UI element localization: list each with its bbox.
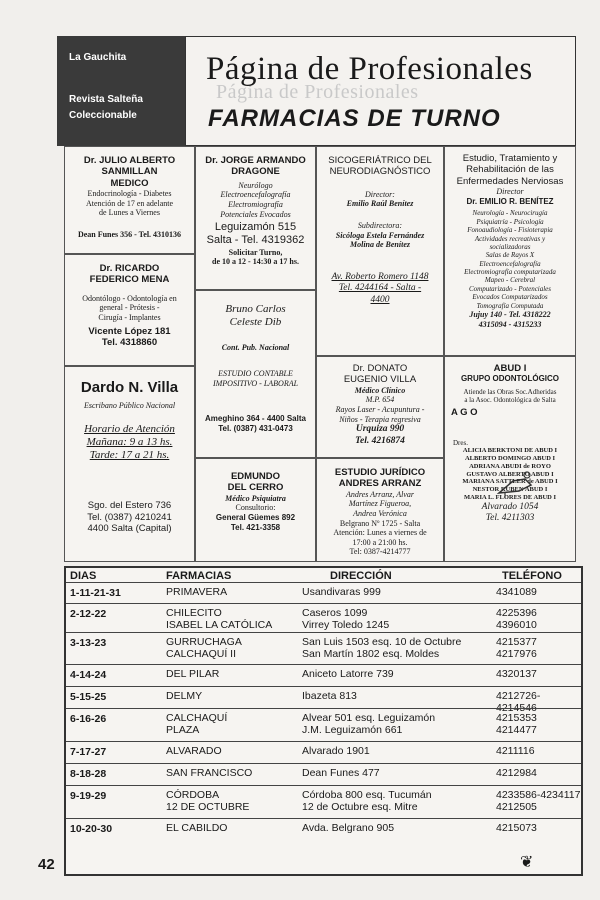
card-line: ALBERTO DOMINGO ABUD I <box>464 454 556 462</box>
card-phone: 4315094 - 4315233 <box>478 319 542 329</box>
card-line: de Lunes a Viernes <box>99 208 160 218</box>
card-label: Subdirectora: <box>357 220 403 230</box>
table-header-dias: DIAS <box>70 570 97 582</box>
card-name: DEL CERRO <box>227 482 284 494</box>
table-row <box>66 664 581 687</box>
card-hours: de 10 a 12 - 14:30 a 17 hs. <box>212 257 299 267</box>
card-name: NEURODIAGNÓSTICO <box>329 166 431 178</box>
card-address: Dean Funes 356 - Tel. 4310136 <box>77 229 182 239</box>
cell-direccion: Caseros 1099 <box>302 607 368 619</box>
card-name: Celeste Dib <box>229 316 282 329</box>
cell-direccion: Alvear 501 esq. Leguizamón <box>302 712 436 724</box>
table-row <box>66 785 581 819</box>
cell-direccion: Dean Funes 477 <box>302 767 380 779</box>
card-line: Psiquiatría - Psicología <box>476 217 544 226</box>
card-line: Atención de 17 en adelante <box>85 198 174 208</box>
cell-dias: 8-18-28 <box>70 768 107 780</box>
cell-direccion: Aniceto Latorre 739 <box>302 668 394 680</box>
cell-dias: 7-17-27 <box>70 746 107 758</box>
table-row <box>66 632 581 665</box>
cell-farmacia: GURRUCHAGA <box>166 636 242 648</box>
card-name: ABUD I <box>493 363 527 374</box>
table-row <box>66 763 581 786</box>
magazine-name: La Gauchita <box>69 52 127 63</box>
card-name: Rehabilitación de las <box>466 164 554 176</box>
cell-telefono: 4225396 <box>496 607 537 619</box>
card-phone: Tel. 4318860 <box>101 336 158 348</box>
card-name: Dr. RICARDO <box>99 263 160 274</box>
cell-direccion: Usandivaras 999 <box>302 586 381 598</box>
card-line: Atiende las Obras Soc.Adheridas <box>463 387 557 396</box>
card-dragone <box>195 146 316 290</box>
card-line: IMPOSITIVO - LABORAL <box>212 378 299 388</box>
cell-farmacia: CALCHAQUÍ II <box>166 648 237 660</box>
title-shadow: Página de Profesionales <box>216 81 419 103</box>
card-line: Tomografía Computada <box>476 301 544 310</box>
table-row <box>66 741 581 764</box>
card-hours: Tarde: 17 a 21 hs. <box>89 448 170 461</box>
card-line: ALICIA BERKTONI DE ABUD I <box>462 447 558 455</box>
cell-telefono: 4212726-4214546 <box>496 690 541 714</box>
cell-dias: 9-19-29 <box>70 790 107 802</box>
card-phone: Tel. 4211303 <box>485 513 535 524</box>
cell-direccion: Ibazeta 813 <box>302 690 357 702</box>
table-row <box>66 582 581 604</box>
card-name: FEDERICO MENA <box>89 274 170 286</box>
cell-farmacia: EL CABILDO <box>166 822 228 834</box>
card-line: Potenciales Evocados <box>220 209 291 219</box>
table-header-telefono: TELÉFONO <box>502 570 562 582</box>
title-banner <box>185 36 576 146</box>
card-donato-villa <box>316 356 444 458</box>
cell-direccion: San Luis 1503 esq. 10 de Octubre <box>302 636 462 648</box>
card-name: ESTUDIO JURÍDICO <box>334 467 426 478</box>
cell-farmacia: DEL PILAR <box>166 668 220 680</box>
cell-telefono: 4212984 <box>496 767 537 779</box>
card-title: Cont. Pub. Nacional <box>221 343 290 353</box>
card-line: a la Asoc. Odontológica de Salta <box>464 396 556 405</box>
cell-direccion: Córdoba 800 esq. Tucumán <box>302 789 432 801</box>
table-row <box>66 708 581 742</box>
card-name: GRUPO ODONTOLÓGICO <box>460 374 560 384</box>
card-mena <box>64 254 195 366</box>
card-line: Neurología - Neurocirugía <box>472 209 548 218</box>
cell-telefono: 4217976 <box>496 648 537 660</box>
cell-direccion: Virrey Toledo 1245 <box>302 619 390 631</box>
page-number: 42 <box>38 856 55 873</box>
card-line: Rayos Laser - Acupuntura - <box>335 404 425 414</box>
card-hours: Solicitar Turno, <box>228 247 283 257</box>
cell-telefono: 4215353 <box>496 712 537 724</box>
card-title: Médico Psiquiatra <box>225 493 286 503</box>
table-row <box>66 818 581 851</box>
card-name: Dardo N. Villa <box>80 379 179 396</box>
professional-directory <box>64 146 576 562</box>
card-line: Evocados Computarizados <box>472 293 548 302</box>
card-line: GUSTAVO ALBERTO ABUD I <box>466 470 554 478</box>
cell-farmacia: ISABEL LA CATÓLICA <box>166 619 273 631</box>
card-hours-label: Horario de Atención <box>84 422 175 435</box>
card-line: Electromiografía computarizada <box>464 268 556 277</box>
card-phone: Tel. (0387) 431-0473 <box>218 423 293 433</box>
card-hours: Mañana: 9 a 13 hs. <box>86 435 173 448</box>
dentist-chair-icon <box>495 469 535 499</box>
cell-telefono: 4214477 <box>496 724 537 736</box>
ago-logo-area <box>445 405 575 439</box>
cell-farmacia: ALVARADO <box>166 745 222 757</box>
card-phone: Tel. (0387) 4210241 <box>87 511 172 523</box>
cell-telefono: 4396010 <box>496 619 537 631</box>
cell-farmacia: CALCHAQUÍ <box>166 712 228 724</box>
card-line: Actividades recreativas y <box>474 234 546 243</box>
card-line: MARIANA SATTLER de ABUD I <box>462 478 558 486</box>
card-name: ANDRES ARRANZ <box>338 478 422 490</box>
cell-dias: 6-16-26 <box>70 713 107 725</box>
card-line: Neurólogo <box>238 180 273 190</box>
cell-farmacia: SAN FRANCISCO <box>166 767 253 779</box>
card-name: Bruno Carlos <box>225 303 286 315</box>
cell-telefono: 4212505 <box>496 801 537 813</box>
card-line: Fonoaudiología - Fisioterapia <box>467 226 553 235</box>
cell-direccion: 12 de Octubre esq. Mitre <box>302 801 418 813</box>
card-title: Escribano Público Nacional <box>83 401 176 410</box>
cell-farmacia: DELMY <box>166 690 203 702</box>
cell-dias: 1-11-21-31 <box>70 587 121 599</box>
card-label: Director: <box>365 189 395 199</box>
card-address: Leguizamón 515 <box>214 221 297 234</box>
card-line: Endocrinología - Diabetes <box>87 189 172 199</box>
card-line: Niños - Terapia regresiva <box>339 414 421 424</box>
card-line: Andrea Verónica <box>353 508 407 518</box>
card-address: 4400 Salta (Capital) <box>87 522 172 534</box>
card-arranz <box>316 458 444 562</box>
card-line: Andres Arranz, Alvar <box>345 489 415 499</box>
card-name: Dr. JORGE ARMANDO <box>205 155 306 166</box>
collection-line-2: Coleccionable <box>69 110 137 121</box>
card-phone: Salta - Tel. 4319362 <box>206 234 305 247</box>
card-name: EUGENIO VILLA <box>343 374 417 386</box>
card-line: Molina de Benítez <box>349 240 410 250</box>
card-name: Dr. JULIO ALBERTO <box>83 155 176 166</box>
ornament-icon: ❦ <box>520 854 534 871</box>
cell-direccion: San Martín 1802 esq. Moldes <box>302 648 440 660</box>
card-line: Electroencefalografía <box>479 259 541 268</box>
card-address: 4400 <box>370 294 390 305</box>
card-name: Enfermedades Nerviosas <box>456 175 564 187</box>
card-line: Mapeo - Cerebral <box>484 276 536 285</box>
collection-line-1: Revista Salteña <box>69 94 143 105</box>
table-header-farmacias: FARMACIAS <box>166 570 232 582</box>
card-line: ESTUDIO CONTABLE <box>218 368 293 378</box>
card-estudio-benitez <box>444 146 576 356</box>
page-title: Página de Profesionales <box>206 51 533 87</box>
card-line: Consultorio: <box>235 503 276 513</box>
cell-telefono: 4215377 <box>496 636 537 648</box>
card-hours: 17:00 a 21:00 hs. <box>352 537 408 547</box>
card-address: Belgrano Nº 1725 - Salta <box>339 518 421 528</box>
card-name: Estudio, Tratamiento y <box>462 153 558 164</box>
pharmacy-table <box>64 566 583 876</box>
card-phone: Tel. 4216874 <box>355 435 405 446</box>
card-line: Salas de Rayos X <box>485 251 535 260</box>
card-title: MEDICO <box>110 177 149 189</box>
cell-dias: 10-20-30 <box>70 823 113 835</box>
card-name: Dr. DONATO <box>352 363 408 374</box>
cell-dias: 2-12-22 <box>70 608 107 620</box>
card-line: socializadoras <box>489 242 531 251</box>
cell-farmacia: CHILECITO <box>166 607 222 619</box>
card-line: Emilio Raúl Benítez <box>346 199 414 209</box>
cell-dias: 3-13-23 <box>70 637 107 649</box>
card-label: Director <box>496 187 524 197</box>
table-row <box>66 603 581 633</box>
card-line: Electroencefalografía <box>220 190 291 200</box>
card-line: Atención: Lunes a viernes de <box>333 528 427 538</box>
cell-farmacia: PLAZA <box>166 724 200 736</box>
card-line: ADRIANA ABUDI de ROYO <box>469 462 551 470</box>
card-line: Cirugía - Implantes <box>98 312 161 322</box>
cell-direccion: Avda. Belgrano 905 <box>302 822 395 834</box>
card-line: M.P. 654 <box>365 395 395 405</box>
page-subtitle: FARMACIAS DE TURNO <box>208 105 501 132</box>
card-line: Odontólogo - Odontología en <box>82 293 177 303</box>
magazine-banner <box>57 36 185 146</box>
cell-farmacia: 12 DE OCTUBRE <box>166 801 250 813</box>
card-address: Urquiza 990 <box>355 424 405 435</box>
card-line: general - Prótesis - <box>99 303 160 313</box>
cell-direccion: J.M. Leguizamón 661 <box>302 724 403 736</box>
card-phone: Tel. 421-3358 <box>230 522 281 532</box>
card-sicogeriatrico <box>316 146 444 356</box>
card-title: Médico Clínico <box>354 385 406 395</box>
cell-dias: 5-15-25 <box>70 691 107 703</box>
ago-logo-text: A G O <box>451 406 478 418</box>
card-line: Computarizado - Potenciales <box>468 284 552 293</box>
card-label: Dres. <box>453 438 468 447</box>
card-name: SICOGERIÁTRICO DEL <box>328 155 432 166</box>
card-address: Vicente López 181 <box>88 325 171 337</box>
card-line: Dr. EMILIO R. BENÍTEZ <box>466 196 554 206</box>
card-address: Jujuy 140 - Tel. 4318222 <box>469 310 551 320</box>
card-address: Av. Roberto Romero 1148 <box>331 271 429 282</box>
cell-direccion: Alvarado 1901 <box>302 745 370 757</box>
card-line: Martínez Figueroa, <box>348 499 412 509</box>
card-dardo-villa <box>64 366 195 562</box>
card-line: Sicóloga Estela Fernández <box>335 230 425 240</box>
card-line: Electromiografía <box>228 199 283 209</box>
card-line: NESTOR RUBEN ABUD I <box>472 486 548 494</box>
card-name: DRAGONE <box>231 166 280 178</box>
card-name: EDMUNDO <box>230 471 281 482</box>
card-phone: Tel. 4244164 - Salta - <box>338 283 422 294</box>
card-phone: Tel: 0387-4214777 <box>349 547 411 557</box>
cell-dias: 4-14-24 <box>70 669 107 681</box>
cell-telefono: 4233586-4234117 <box>496 789 581 801</box>
cell-telefono: 4320137 <box>496 668 537 680</box>
card-address: Sgo. del Estero 736 <box>87 500 172 512</box>
card-abud <box>444 356 576 562</box>
cell-telefono: 4215073 <box>496 822 537 834</box>
card-name: SANMILLAN <box>101 166 158 178</box>
card-address: Ameghino 364 - 4400 Salta <box>205 414 306 424</box>
table-row <box>66 686 581 714</box>
table-header-direccion: DIRECCIÓN <box>330 570 392 582</box>
card-line: MARIA L. FLORES DE ABUD I <box>463 493 557 501</box>
card-del-cerro <box>195 458 316 562</box>
cell-telefono: 4211116 <box>496 745 535 757</box>
cell-farmacia: PRIMAVERA <box>166 586 228 598</box>
cell-telefono: 4341089 <box>496 586 537 598</box>
card-sanmillan <box>64 146 195 254</box>
cell-farmacia: CÓRDOBA <box>166 789 220 801</box>
card-celeste-dib <box>195 290 316 458</box>
card-address: Alvarado 1054 <box>481 501 539 512</box>
card-address: General Güemes 892 <box>215 512 296 522</box>
